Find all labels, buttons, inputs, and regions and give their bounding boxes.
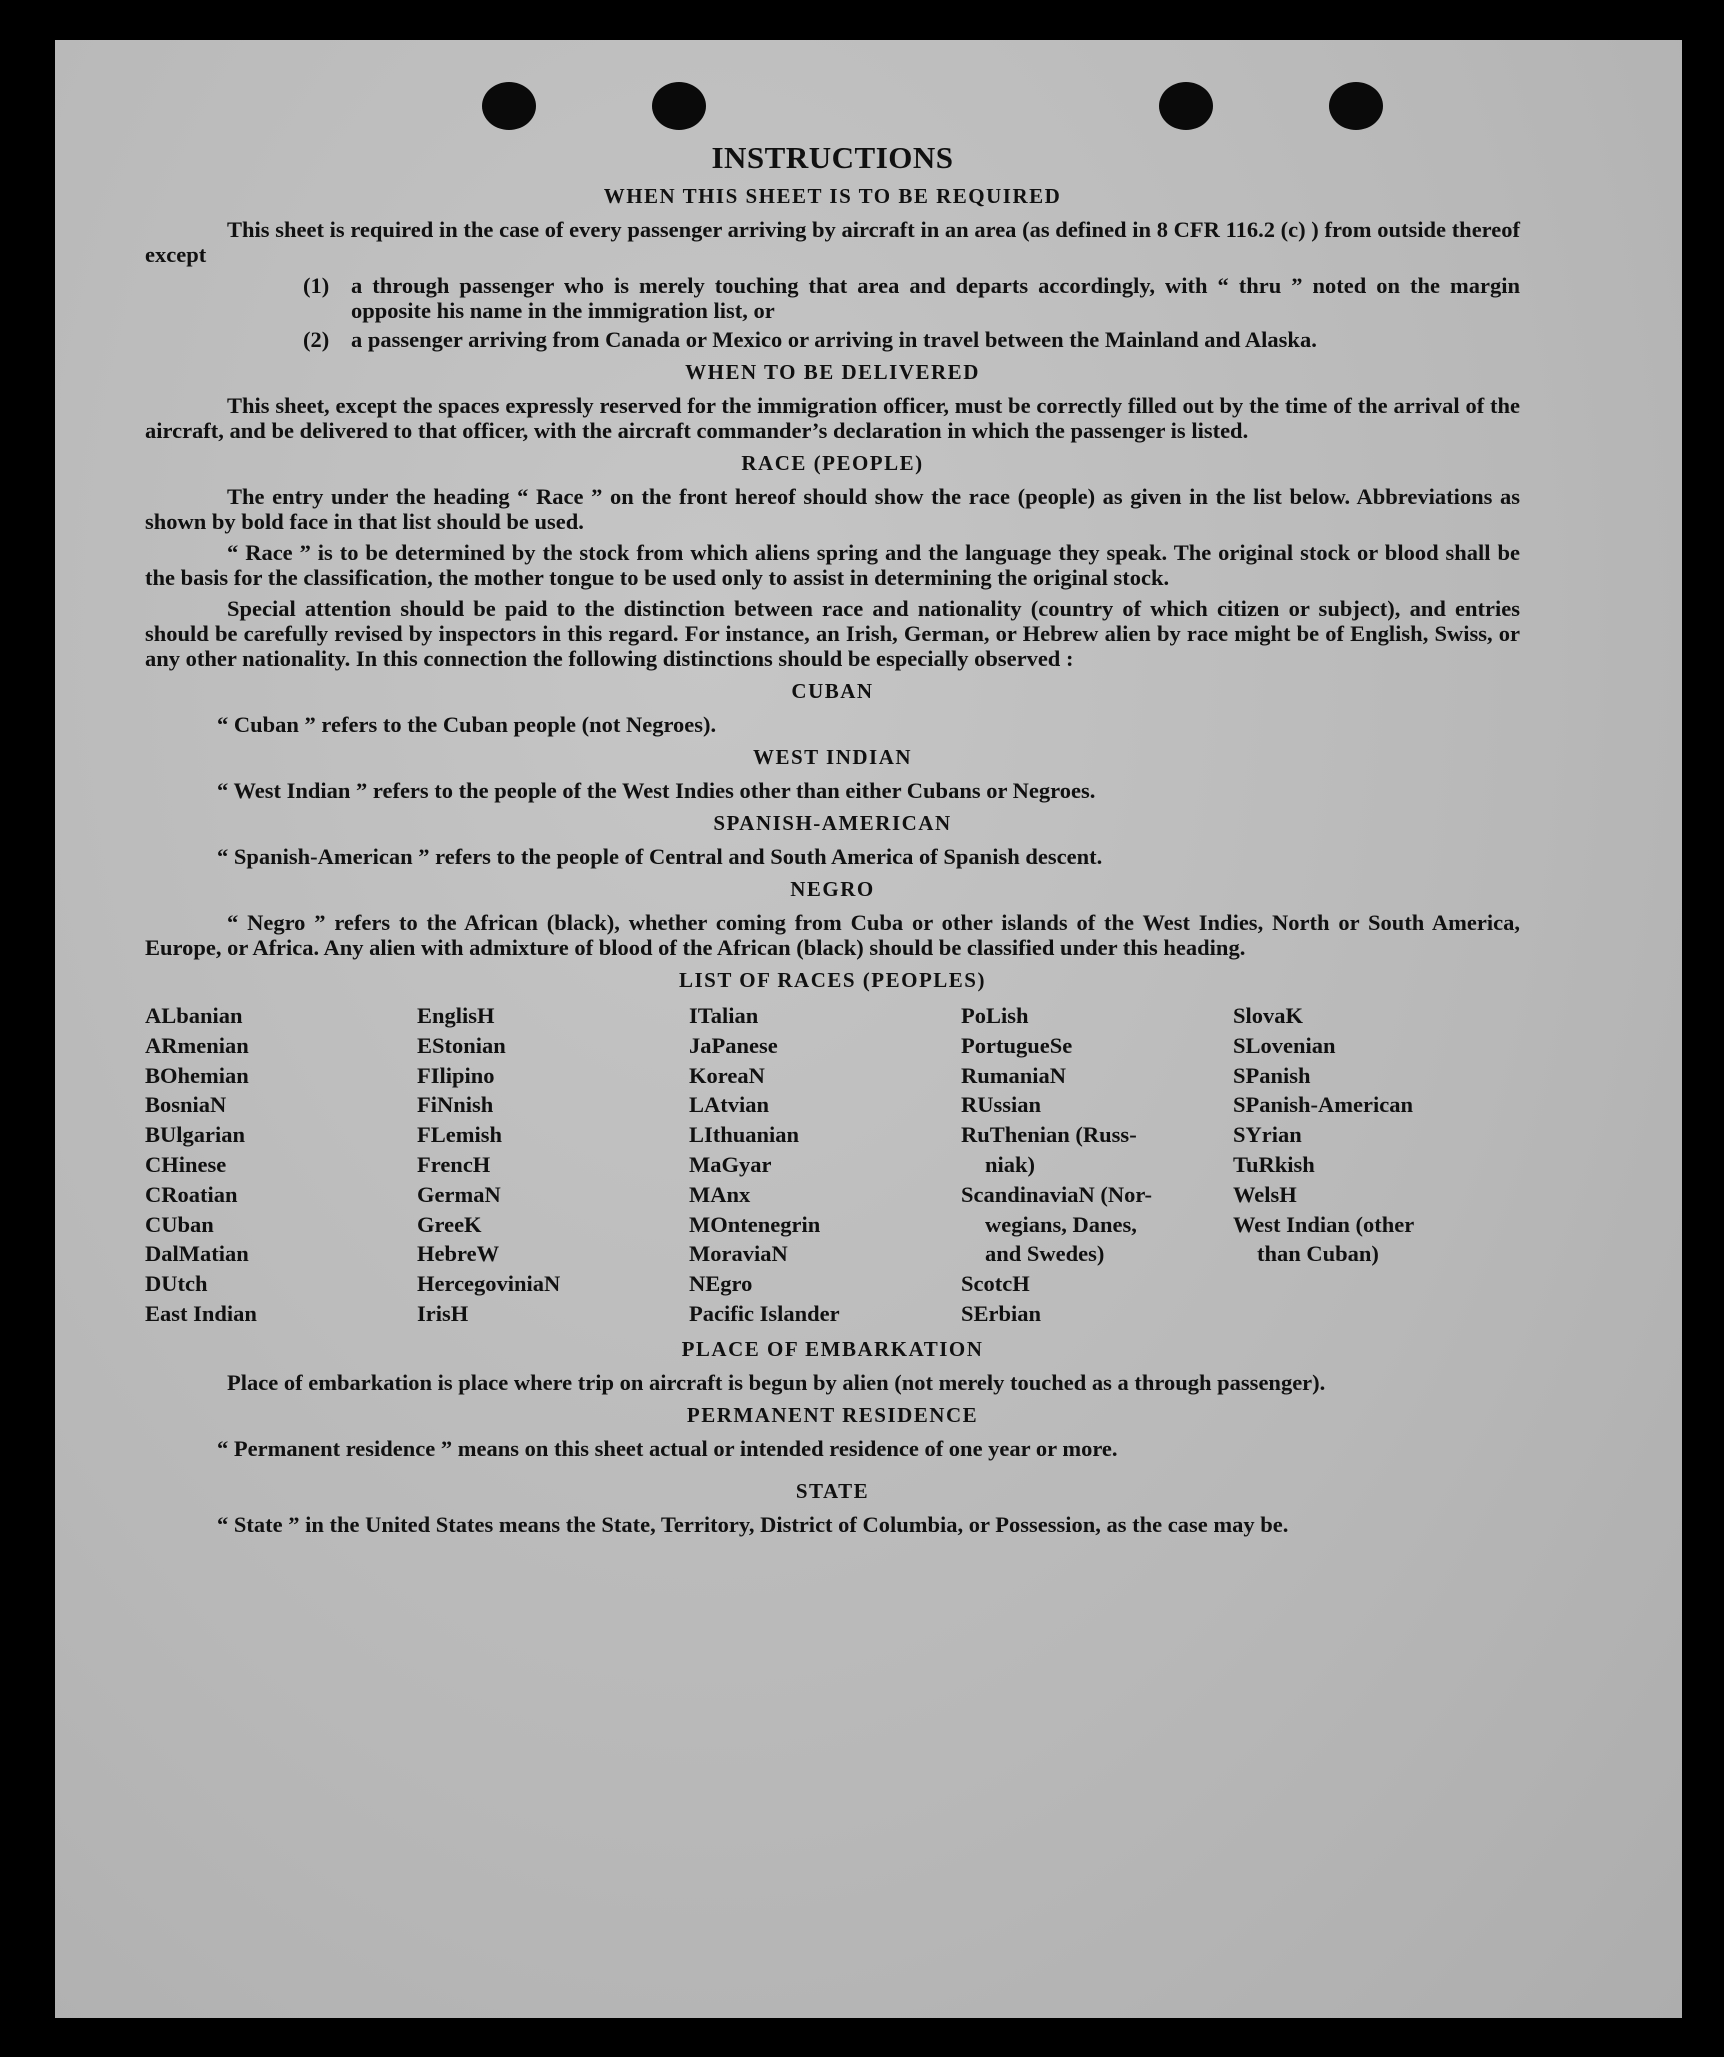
page-title: INSTRUCTIONS bbox=[711, 140, 954, 175]
race-entry: DalMatian bbox=[145, 1241, 249, 1267]
race-entry: FIlipino bbox=[417, 1062, 495, 1088]
heading-residence: PERMANENT RESIDENCE bbox=[686, 1402, 979, 1427]
race-entry: East Indian bbox=[145, 1300, 257, 1326]
race-entry: CUban bbox=[145, 1211, 214, 1237]
race-entry: FrencH bbox=[417, 1151, 491, 1177]
heading-west-indian: WEST INDIAN bbox=[752, 745, 913, 769]
race-entry: wegians, Danes, bbox=[985, 1211, 1137, 1237]
heading-spanish-american: SPANISH-AMERICAN bbox=[713, 811, 952, 835]
race-paragraph-3: Special attention should be paid to the distinction between race and nationality (country of which citizen or subject), and entries should be carefully revised by inspectors in this regard. For instance, an Irish, German, or Hebrew alien by race might be of English, Swiss, or any other nationality. In this connection the following distinctions should be especially observed : bbox=[145, 596, 1520, 671]
race-entry: JaPanese bbox=[689, 1032, 778, 1058]
race-entry: SLovenian bbox=[1233, 1032, 1336, 1058]
race-entry: CHinese bbox=[145, 1151, 227, 1177]
race-entry: BosniaN bbox=[145, 1092, 227, 1118]
heading-when-required: WHEN THIS SHEET IS TO BE REQUIRED bbox=[603, 184, 1062, 208]
race-entry: niak) bbox=[985, 1151, 1036, 1177]
race-entry: Pacific Islander bbox=[689, 1300, 840, 1326]
race-entry: EnglisH bbox=[417, 1003, 495, 1028]
race-entry: CRoatian bbox=[145, 1181, 238, 1207]
race-entry: MOntenegrin bbox=[689, 1211, 821, 1237]
heading-state: STATE bbox=[795, 1478, 870, 1503]
race-entry: RuThenian (Russ- bbox=[961, 1122, 1137, 1148]
races-list bbox=[145, 1001, 1520, 1329]
race-entry: SlovaK bbox=[1233, 1003, 1304, 1028]
race-entry: NEgro bbox=[689, 1271, 753, 1297]
heading-race: RACE (PEOPLE) bbox=[741, 451, 924, 475]
cuban-text: “ Cuban ” refers to the Cuban people (not Negroes). bbox=[217, 712, 717, 737]
punch-hole bbox=[652, 82, 706, 130]
race-entry: SYrian bbox=[1233, 1122, 1302, 1148]
state-text: “ State ” in the United States means the State, Territory, District of Columbia, or Possession, as the case may be. bbox=[217, 1511, 1289, 1537]
negro-text: “ Negro ” refers to the African (black), whether coming from Cuba or other islands of the West Indies, North or South America, Europe, or Africa. Any alien with admixture of blood of the African (black) should be classified under this heading. bbox=[145, 910, 1520, 960]
races-column bbox=[1233, 1001, 1505, 1329]
exception-text: a passenger arriving from Canada or Mexico or arriving in travel between the Mainland and Alaska. bbox=[351, 327, 1317, 352]
exception-item bbox=[303, 327, 1520, 352]
races-column bbox=[689, 1001, 961, 1329]
race-entry: TuRkish bbox=[1233, 1151, 1315, 1177]
heading-cuban: CUBAN bbox=[791, 679, 874, 703]
instructions-content bbox=[145, 140, 1520, 1543]
race-entry: HebreW bbox=[417, 1241, 500, 1267]
exception-number: (2) bbox=[303, 327, 330, 352]
heading-list-of-races: LIST OF RACES (PEOPLES) bbox=[679, 968, 986, 992]
race-entry: ITalian bbox=[689, 1003, 759, 1028]
exception-number: (1) bbox=[303, 273, 330, 298]
race-entry: SPanish-American bbox=[1233, 1092, 1413, 1118]
spanish-american-text: “ Spanish-American ” refers to the people of Central and South America of Spanish descent. bbox=[217, 844, 1103, 869]
race-entry: FiNnish bbox=[417, 1092, 494, 1118]
punch-hole bbox=[1329, 82, 1383, 130]
race-entry: BOhemian bbox=[145, 1062, 249, 1088]
heading-embarkation: PLACE OF EMBARKATION bbox=[681, 1336, 984, 1361]
punch-hole bbox=[1159, 82, 1213, 130]
race-entry: KoreaN bbox=[689, 1062, 765, 1088]
race-entry: LIthuanian bbox=[689, 1122, 800, 1148]
race-entry: MAnx bbox=[689, 1181, 751, 1207]
when-required-intro: This sheet is required in the case of every passenger arriving by aircraft in an area (as defined in 8 CFR 116.2 (c) ) from outside thereof except bbox=[145, 217, 1520, 267]
race-entry: LAtvian bbox=[689, 1092, 770, 1118]
race-entry: MaGyar bbox=[689, 1151, 772, 1177]
race-entry: ScandinaviaN (Nor- bbox=[961, 1181, 1153, 1207]
race-entry: and Swedes) bbox=[985, 1241, 1105, 1267]
race-entry: ARmenian bbox=[145, 1032, 249, 1058]
residence-text: “ Permanent residence ” means on this sheet actual or intended residence of one year or more. bbox=[217, 1435, 1118, 1461]
race-entry: IrisH bbox=[417, 1300, 469, 1326]
races-column bbox=[417, 1001, 689, 1329]
embarkation-text: Place of embarkation is place where trip on aircraft is begun by alien (not merely touched as a through passenger). bbox=[227, 1369, 1326, 1395]
race-entry: than Cuban) bbox=[1257, 1241, 1379, 1267]
race-entry: PoLish bbox=[961, 1003, 1029, 1028]
exception-item bbox=[303, 273, 1520, 323]
race-entry: GreeK bbox=[417, 1211, 482, 1237]
race-entry: ScotcH bbox=[961, 1271, 1030, 1297]
race-entry: MoraviaN bbox=[689, 1241, 788, 1267]
heading-when-delivered: WHEN TO BE DELIVERED bbox=[685, 360, 980, 384]
races-column bbox=[961, 1001, 1233, 1329]
exception-text: a through passenger who is merely touching that area and departs accordingly, with “ thru ” noted on the margin opposite his name in the immigration list, or bbox=[351, 273, 1520, 323]
race-entry: RUssian bbox=[961, 1092, 1042, 1118]
race-entry: ALbanian bbox=[145, 1003, 243, 1028]
race-entry: SPanish bbox=[1233, 1062, 1311, 1088]
race-paragraph-1: The entry under the heading “ Race ” on the front hereof should show the race (people) as given in the list below. Abbreviations as shown by bold face in that list should be used. bbox=[145, 484, 1520, 534]
race-entry: HercegoviniaN bbox=[417, 1271, 561, 1297]
race-entry: SErbian bbox=[961, 1300, 1042, 1326]
race-entry: DUtch bbox=[145, 1271, 208, 1297]
race-entry: EStonian bbox=[417, 1032, 506, 1058]
race-paragraph-2: “ Race ” is to be determined by the stock from which aliens spring and the language they speak. The original stock or blood shall be the basis for the classification, the mother tongue to be used only to assist in determining the original stock. bbox=[145, 540, 1520, 590]
race-entry: WelsH bbox=[1233, 1181, 1297, 1207]
race-entry: GermaN bbox=[417, 1181, 501, 1207]
punch-hole bbox=[482, 82, 536, 130]
race-entry: West Indian (other bbox=[1233, 1211, 1415, 1237]
race-entry: BUlgarian bbox=[145, 1122, 246, 1148]
when-delivered-text: This sheet, except the spaces expressly reserved for the immigration officer, must be correctly filled out by the time of the arrival of the aircraft, and be delivered to that officer, with the aircraft commander’s declaration in which the passenger is listed. bbox=[145, 393, 1520, 443]
heading-negro: NEGRO bbox=[790, 877, 875, 901]
race-entry: PortugueSe bbox=[961, 1032, 1073, 1058]
races-column bbox=[145, 1001, 417, 1329]
race-entry: RumaniaN bbox=[961, 1062, 1067, 1088]
west-indian-text: “ West Indian ” refers to the people of the West Indies other than either Cubans or Negroes. bbox=[217, 778, 1096, 803]
race-entry: FLemish bbox=[417, 1122, 503, 1148]
